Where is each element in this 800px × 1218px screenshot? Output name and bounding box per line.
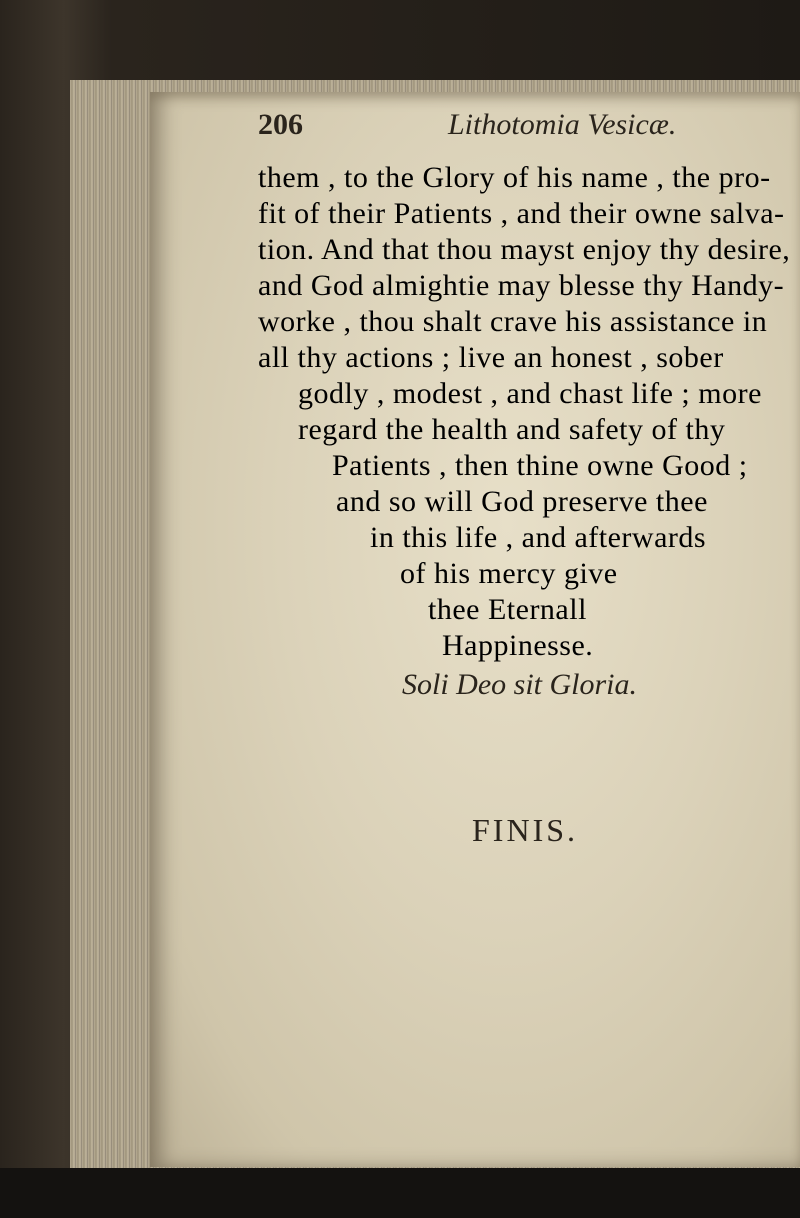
page-number: 206: [258, 108, 303, 141]
text-line: worke , thou shalt crave his assistance in: [258, 305, 768, 338]
text-line: Happinesse.: [442, 629, 594, 662]
text-line: tion. And that thou mayst enjoy thy desire,: [258, 233, 791, 266]
text-line: in this life , and afterwards: [370, 521, 707, 554]
text-line: of his mercy give: [400, 557, 618, 590]
text-line: Patients , then thine owne Good ;: [332, 449, 748, 482]
text-line: fit of their Patients , and their owne salva-: [258, 197, 785, 230]
text-line: all thy actions ; live an honest , sober: [258, 341, 724, 374]
running-title: Lithotomia Vesicæ.: [448, 108, 677, 141]
text-line: thee Eternall: [428, 593, 587, 626]
text-line: regard the health and safety of thy: [298, 413, 726, 446]
doxology: Soli Deo sit Gloria.: [402, 668, 638, 701]
bottom-shadow: [0, 1168, 800, 1218]
text-line: them , to the Glory of his name , the pro-: [258, 161, 771, 194]
text-line: and God almightie may blesse thy Handy-: [258, 269, 785, 302]
text-line: and so will God preserve thee: [336, 485, 708, 518]
text-line: godly , modest , and chast life ; more: [298, 377, 762, 410]
finis-heading: FINIS.: [472, 812, 579, 848]
page-header: [258, 108, 728, 148]
